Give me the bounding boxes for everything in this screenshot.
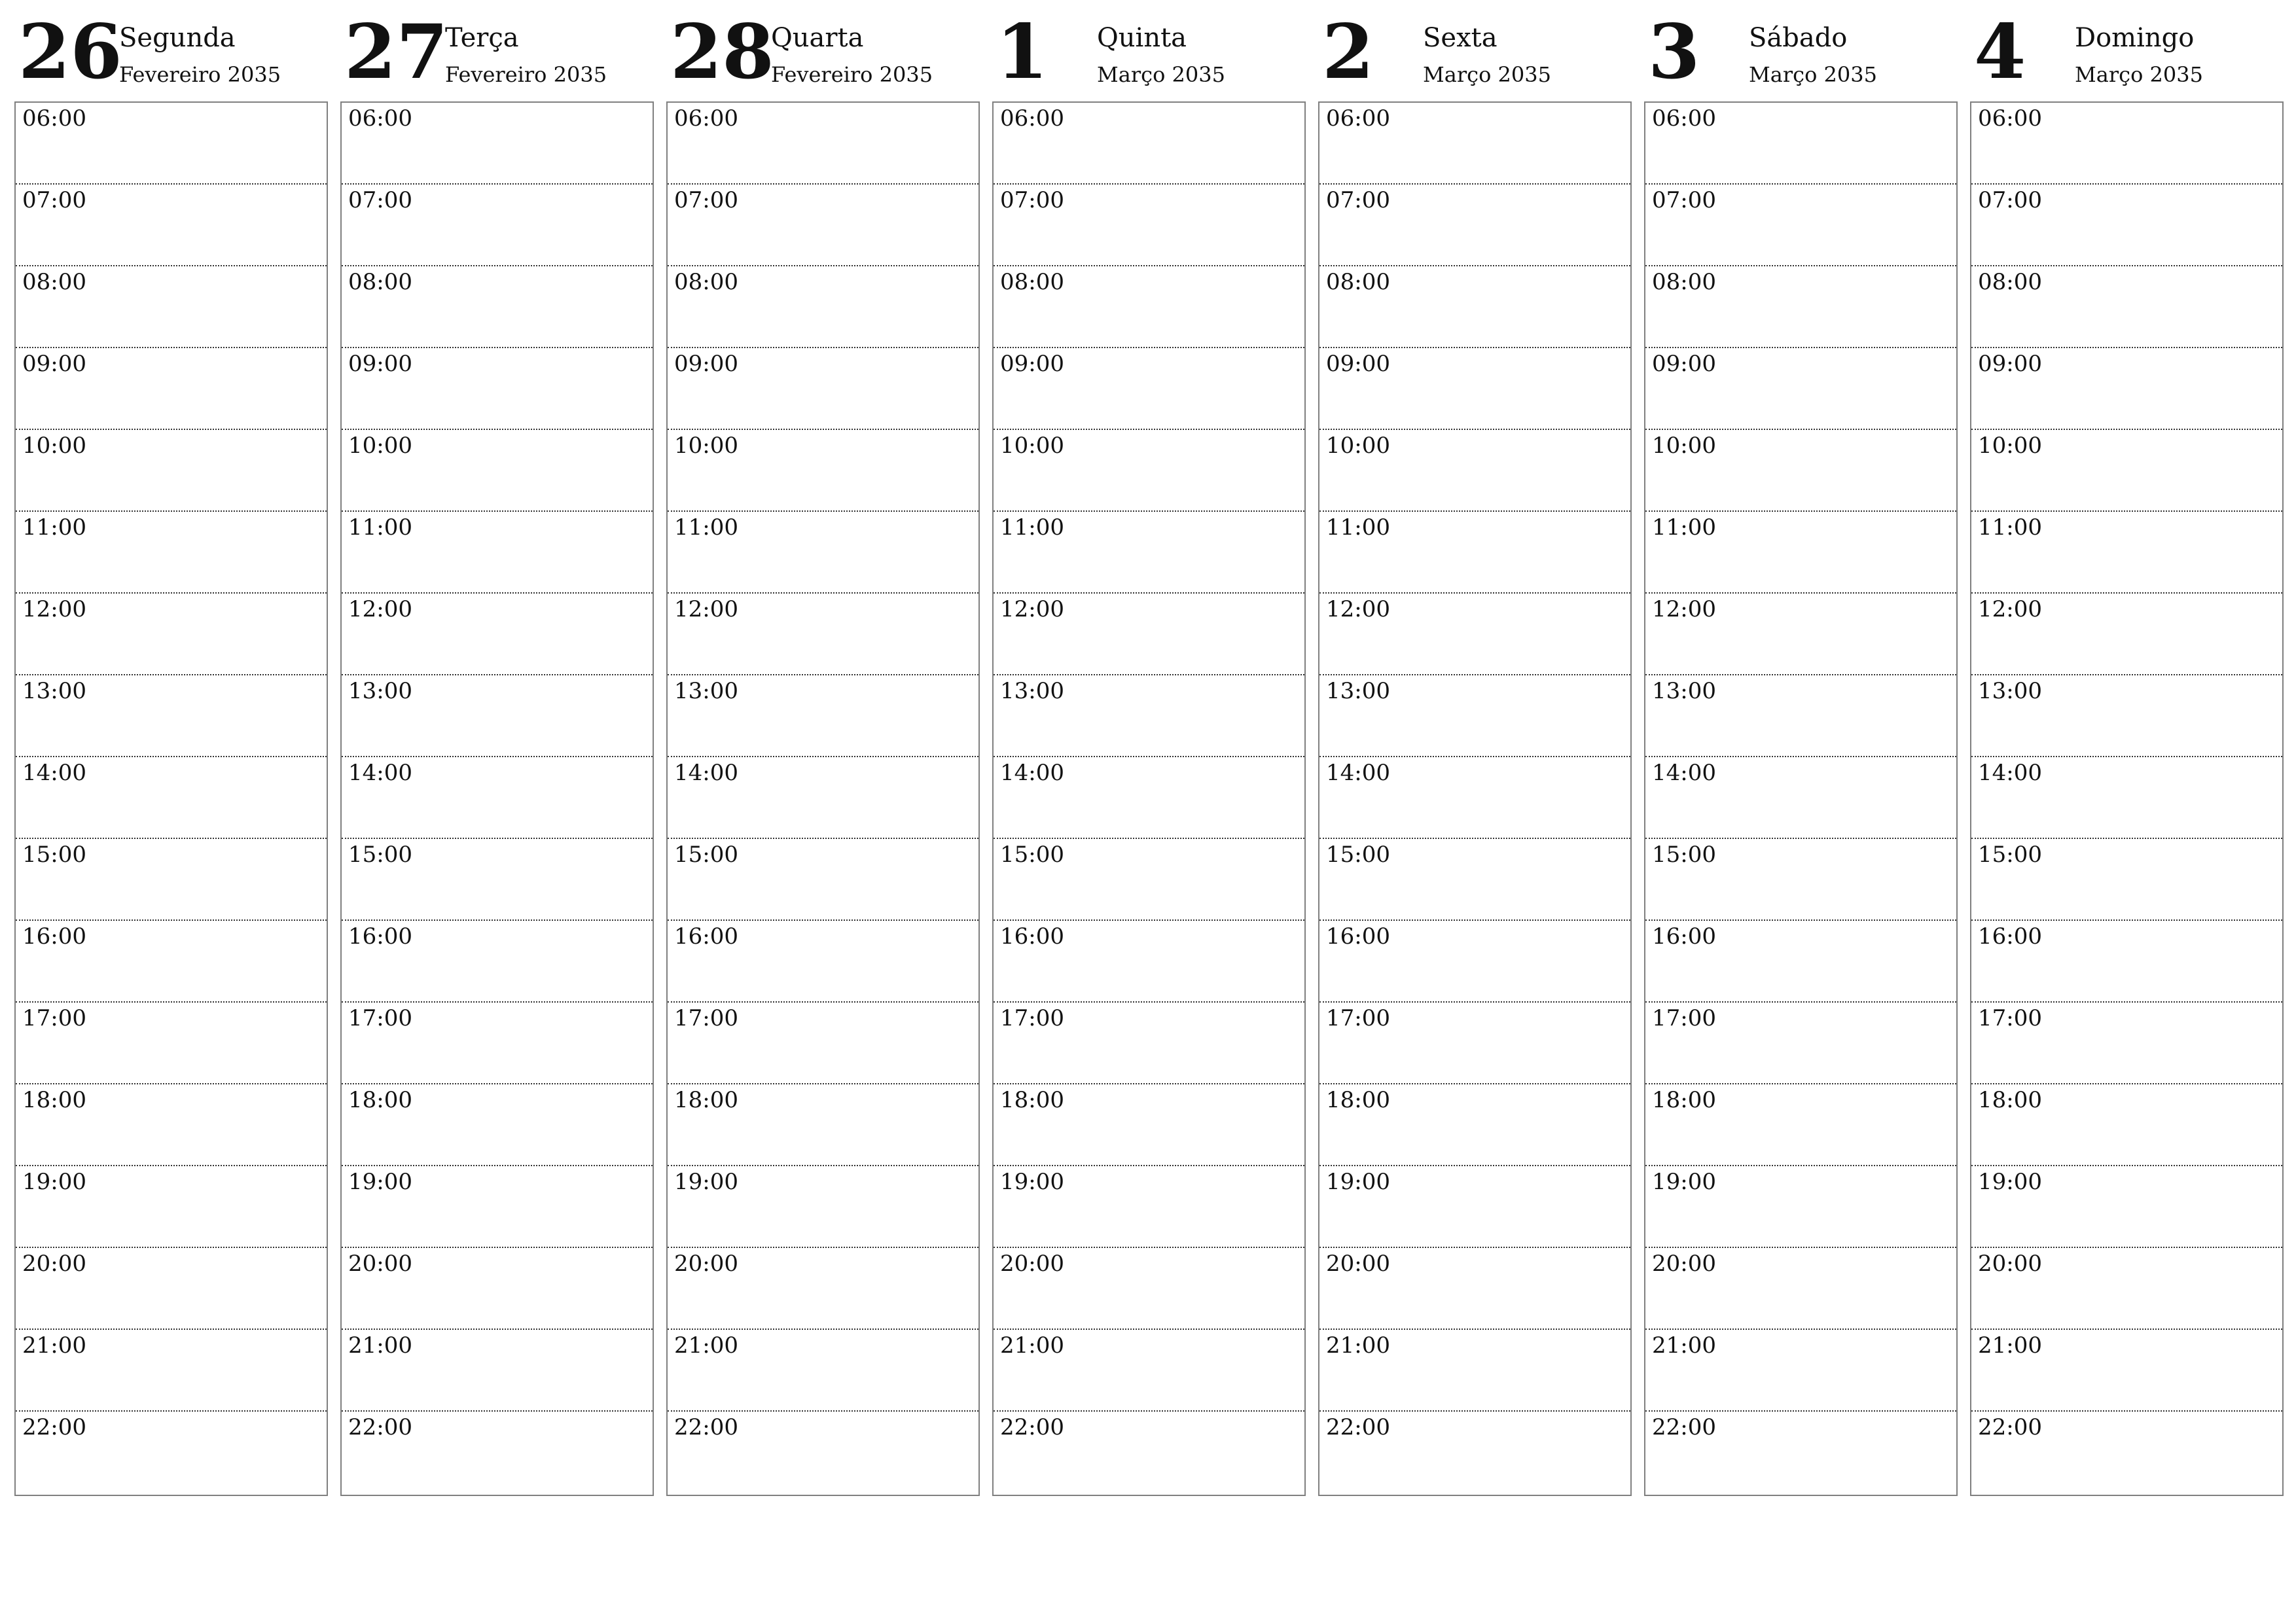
time-slot[interactable]	[1319, 594, 1630, 675]
time-slot-label: 09:00	[1326, 351, 1390, 377]
time-slot[interactable]	[1971, 430, 2282, 512]
time-slot-label: 17:00	[22, 1005, 86, 1031]
time-slot-label: 20:00	[674, 1251, 738, 1277]
time-slot[interactable]	[1645, 185, 1956, 266]
day-column	[992, 0, 1306, 1440]
time-slot-label: 11:00	[1000, 514, 1064, 541]
time-slot[interactable]	[1319, 1084, 1630, 1166]
time-slot[interactable]	[16, 512, 327, 594]
time-slot-label: 06:00	[1000, 105, 1064, 132]
time-slot-label: 17:00	[1326, 1005, 1390, 1031]
time-slot[interactable]	[1971, 1003, 2282, 1084]
time-slot[interactable]	[16, 1248, 327, 1330]
day-month: Março 2035	[1097, 62, 1225, 87]
time-slot-label: 14:00	[348, 760, 412, 786]
time-slot[interactable]	[1319, 103, 1630, 185]
time-slot[interactable]	[668, 1166, 978, 1248]
time-slot-label: 20:00	[1978, 1251, 2042, 1277]
time-slot[interactable]	[668, 512, 978, 594]
day-weekday: Quinta	[1097, 23, 1187, 53]
time-slot-label: 22:00	[1326, 1414, 1390, 1440]
time-slot[interactable]	[342, 185, 653, 266]
time-slot-label: 08:00	[1326, 269, 1390, 295]
time-slot[interactable]	[668, 675, 978, 757]
time-slot[interactable]	[668, 348, 978, 430]
day-header	[666, 0, 980, 101]
time-slot-label: 16:00	[1326, 923, 1390, 950]
day-weekday: Sábado	[1749, 23, 1848, 53]
day-column	[666, 0, 980, 1440]
time-slot-label: 07:00	[348, 187, 412, 213]
time-slot[interactable]	[1645, 103, 1956, 185]
time-slot-label: 06:00	[1652, 105, 1716, 132]
time-slot[interactable]	[342, 103, 653, 185]
time-slot-label: 13:00	[1978, 678, 2042, 704]
time-slot-label: 10:00	[1326, 433, 1390, 459]
time-slot-label: 19:00	[348, 1169, 412, 1195]
time-slot[interactable]	[16, 103, 327, 185]
day-weekday: Quarta	[771, 23, 864, 53]
time-slot[interactable]	[16, 1330, 327, 1412]
time-slot-label: 11:00	[1978, 514, 2042, 541]
time-slot-label: 12:00	[1000, 596, 1064, 622]
time-slot[interactable]	[1971, 1330, 2282, 1412]
time-slot[interactable]	[1319, 1330, 1630, 1412]
time-slot-label: 17:00	[348, 1005, 412, 1031]
time-slot[interactable]	[16, 594, 327, 675]
time-slot[interactable]	[1645, 512, 1956, 594]
time-slot-label: 16:00	[1652, 923, 1716, 950]
day-number: 4	[1974, 8, 2026, 96]
time-slot-label: 15:00	[22, 842, 86, 868]
time-slot-label: 12:00	[348, 596, 412, 622]
time-slot-label: 18:00	[348, 1087, 412, 1113]
time-slot-label: 08:00	[1000, 269, 1064, 295]
time-slot-label: 09:00	[1000, 351, 1064, 377]
time-slot[interactable]	[668, 1248, 978, 1330]
time-slot[interactable]	[16, 1166, 327, 1248]
time-slot-label: 09:00	[674, 351, 738, 377]
time-slot-label: 15:00	[348, 842, 412, 868]
time-slot[interactable]	[994, 1412, 1304, 1493]
time-slot-label: 20:00	[1326, 1251, 1390, 1277]
time-slot[interactable]	[16, 675, 327, 757]
time-slot[interactable]	[342, 675, 653, 757]
time-slot-label: 18:00	[1978, 1087, 2042, 1113]
time-slot-label: 13:00	[348, 678, 412, 704]
time-slot[interactable]	[342, 512, 653, 594]
time-slot[interactable]	[668, 1412, 978, 1493]
time-slot[interactable]	[16, 185, 327, 266]
time-slot[interactable]	[16, 1412, 327, 1493]
day-schedule-box	[666, 101, 980, 1496]
time-slot[interactable]	[994, 1166, 1304, 1248]
time-slot[interactable]	[668, 103, 978, 185]
time-slot-label: 13:00	[22, 678, 86, 704]
time-slot[interactable]	[668, 1330, 978, 1412]
time-slot[interactable]	[1971, 675, 2282, 757]
time-slot-label: 08:00	[1652, 269, 1716, 295]
time-slot[interactable]	[1319, 839, 1630, 921]
time-slot-label: 08:00	[22, 269, 86, 295]
time-slot-label: 10:00	[674, 433, 738, 459]
time-slot[interactable]	[1645, 1003, 1956, 1084]
time-slot-label: 22:00	[348, 1414, 412, 1440]
time-slot[interactable]	[994, 430, 1304, 512]
time-slot-label: 09:00	[1652, 351, 1716, 377]
time-slot-label: 06:00	[674, 105, 738, 132]
day-schedule-box	[1970, 101, 2284, 1496]
day-column	[1970, 0, 2284, 1440]
time-slot-label: 21:00	[1978, 1332, 2042, 1359]
time-slot[interactable]	[1319, 512, 1630, 594]
time-slot[interactable]	[994, 1003, 1304, 1084]
time-slot-label: 06:00	[1326, 105, 1390, 132]
time-slot-label: 11:00	[22, 514, 86, 541]
time-slot[interactable]	[1645, 594, 1956, 675]
time-slot-label: 08:00	[674, 269, 738, 295]
time-slot-label: 06:00	[348, 105, 412, 132]
time-slot[interactable]	[668, 430, 978, 512]
time-slot[interactable]	[994, 757, 1304, 839]
time-slot-label: 19:00	[22, 1169, 86, 1195]
time-slot-label: 15:00	[1000, 842, 1064, 868]
time-slot-label: 17:00	[674, 1005, 738, 1031]
day-number: 27	[344, 8, 448, 96]
day-header	[1970, 0, 2284, 101]
time-slot[interactable]	[1319, 675, 1630, 757]
time-slot[interactable]	[1645, 1330, 1956, 1412]
day-header	[1318, 0, 1632, 101]
time-slot-label: 16:00	[22, 923, 86, 950]
time-slot[interactable]	[1971, 1248, 2282, 1330]
time-slot-label: 06:00	[1978, 105, 2042, 132]
time-slot-label: 11:00	[348, 514, 412, 541]
time-slot-label: 07:00	[1000, 187, 1064, 213]
time-slot-label: 17:00	[1000, 1005, 1064, 1031]
time-slot-label: 15:00	[1652, 842, 1716, 868]
time-slot[interactable]	[668, 594, 978, 675]
time-slot[interactable]	[1319, 1248, 1630, 1330]
time-slot-label: 21:00	[1000, 1332, 1064, 1359]
time-slot[interactable]	[1971, 594, 2282, 675]
time-slot-label: 14:00	[22, 760, 86, 786]
time-slot[interactable]	[1971, 1166, 2282, 1248]
time-slot-label: 14:00	[674, 760, 738, 786]
time-slot[interactable]	[342, 266, 653, 348]
time-slot[interactable]	[994, 512, 1304, 594]
time-slot[interactable]	[16, 839, 327, 921]
time-slot-label: 20:00	[348, 1251, 412, 1277]
time-slot[interactable]	[342, 839, 653, 921]
time-slot-label: 21:00	[1326, 1332, 1390, 1359]
time-slot[interactable]	[1645, 757, 1956, 839]
time-slot-label: 07:00	[1326, 187, 1390, 213]
time-slot[interactable]	[1319, 921, 1630, 1003]
day-number: 3	[1648, 8, 1700, 96]
day-schedule-box	[1318, 101, 1632, 1496]
day-column	[340, 0, 654, 1440]
time-slot-label: 15:00	[1326, 842, 1390, 868]
time-slot[interactable]	[1645, 921, 1956, 1003]
day-number: 2	[1322, 8, 1374, 96]
time-slot[interactable]	[342, 1003, 653, 1084]
time-slot[interactable]	[994, 1248, 1304, 1330]
time-slot[interactable]	[1319, 1003, 1630, 1084]
time-slot[interactable]	[1971, 103, 2282, 185]
time-slot-label: 19:00	[1978, 1169, 2042, 1195]
time-slot[interactable]	[1971, 1412, 2282, 1493]
time-slot[interactable]	[668, 1003, 978, 1084]
time-slot-label: 14:00	[1978, 760, 2042, 786]
time-slot[interactable]	[1645, 348, 1956, 430]
time-slot-label: 19:00	[1326, 1169, 1390, 1195]
time-slot[interactable]	[16, 1084, 327, 1166]
time-slot[interactable]	[668, 839, 978, 921]
time-slot-label: 14:00	[1326, 760, 1390, 786]
day-month: Fevereiro 2035	[771, 62, 933, 87]
time-slot[interactable]	[1971, 512, 2282, 594]
time-slot-label: 20:00	[1652, 1251, 1716, 1277]
day-weekday: Domingo	[2075, 23, 2195, 53]
time-slot-label: 09:00	[1978, 351, 2042, 377]
time-slot-label: 21:00	[22, 1332, 86, 1359]
time-slot[interactable]	[16, 1003, 327, 1084]
day-column	[1644, 0, 1958, 1440]
time-slot-label: 07:00	[1652, 187, 1716, 213]
time-slot[interactable]	[668, 921, 978, 1003]
day-month: Fevereiro 2035	[445, 62, 607, 87]
time-slot[interactable]	[342, 1166, 653, 1248]
time-slot-label: 09:00	[22, 351, 86, 377]
time-slot[interactable]	[342, 430, 653, 512]
time-slot[interactable]	[1645, 1166, 1956, 1248]
time-slot-label: 11:00	[1326, 514, 1390, 541]
time-slot[interactable]	[668, 1084, 978, 1166]
time-slot-label: 15:00	[1978, 842, 2042, 868]
time-slot-label: 10:00	[1000, 433, 1064, 459]
time-slot[interactable]	[1645, 1248, 1956, 1330]
day-header	[340, 0, 654, 101]
time-slot-label: 22:00	[1652, 1414, 1716, 1440]
time-slot[interactable]	[342, 1330, 653, 1412]
time-slot-label: 18:00	[1326, 1087, 1390, 1113]
time-slot-label: 10:00	[348, 433, 412, 459]
time-slot[interactable]	[1319, 1412, 1630, 1493]
time-slot[interactable]	[16, 921, 327, 1003]
day-column	[1318, 0, 1632, 1440]
time-slot[interactable]	[1319, 1166, 1630, 1248]
time-slot-label: 20:00	[1000, 1251, 1064, 1277]
time-slot[interactable]	[1971, 348, 2282, 430]
time-slot-label: 14:00	[1000, 760, 1064, 786]
time-slot[interactable]	[1645, 675, 1956, 757]
time-slot-label: 19:00	[1652, 1169, 1716, 1195]
time-slot-label: 09:00	[348, 351, 412, 377]
day-month: Março 2035	[2075, 62, 2203, 87]
time-slot-label: 12:00	[1326, 596, 1390, 622]
time-slot-label: 07:00	[1978, 187, 2042, 213]
time-slot-label: 16:00	[348, 923, 412, 950]
time-slot-label: 22:00	[1978, 1414, 2042, 1440]
time-slot[interactable]	[1971, 921, 2282, 1003]
time-slot-label: 11:00	[1652, 514, 1716, 541]
time-slot-label: 12:00	[1978, 596, 2042, 622]
time-slot[interactable]	[342, 1248, 653, 1330]
day-month: Março 2035	[1423, 62, 1551, 87]
time-slot-label: 10:00	[22, 433, 86, 459]
time-slot[interactable]	[1971, 839, 2282, 921]
time-slot-label: 22:00	[674, 1414, 738, 1440]
time-slot[interactable]	[342, 594, 653, 675]
time-slot[interactable]	[1971, 185, 2282, 266]
time-slot[interactable]	[994, 185, 1304, 266]
time-slot-label: 19:00	[1000, 1169, 1064, 1195]
day-number: 28	[670, 8, 774, 96]
time-slot-label: 10:00	[1978, 433, 2042, 459]
day-schedule-box	[340, 101, 654, 1496]
time-slot-label: 21:00	[348, 1332, 412, 1359]
time-slot-label: 17:00	[1652, 1005, 1716, 1031]
day-schedule-box	[1644, 101, 1958, 1496]
day-weekday: Terça	[445, 23, 519, 53]
day-number: 26	[18, 8, 122, 96]
time-slot-label: 22:00	[1000, 1414, 1064, 1440]
day-schedule-box	[14, 101, 328, 1496]
time-slot[interactable]	[1319, 430, 1630, 512]
time-slot-label: 08:00	[348, 269, 412, 295]
time-slot[interactable]	[1645, 1412, 1956, 1493]
time-slot-label: 22:00	[22, 1414, 86, 1440]
time-slot-label: 20:00	[22, 1251, 86, 1277]
time-slot-label: 16:00	[674, 923, 738, 950]
time-slot-label: 17:00	[1978, 1005, 2042, 1031]
time-slot[interactable]	[668, 266, 978, 348]
time-slot-label: 13:00	[1326, 678, 1390, 704]
time-slot[interactable]	[1971, 1084, 2282, 1166]
time-slot-label: 15:00	[674, 842, 738, 868]
time-slot-label: 21:00	[674, 1332, 738, 1359]
day-header	[1644, 0, 1958, 101]
day-header	[14, 0, 328, 101]
day-number: 1	[996, 8, 1049, 96]
time-slot[interactable]	[668, 757, 978, 839]
time-slot-label: 13:00	[674, 678, 738, 704]
time-slot[interactable]	[994, 1330, 1304, 1412]
time-slot[interactable]	[1645, 1084, 1956, 1166]
time-slot-label: 12:00	[674, 596, 738, 622]
time-slot-label: 19:00	[674, 1169, 738, 1195]
time-slot[interactable]	[342, 348, 653, 430]
time-slot[interactable]	[994, 103, 1304, 185]
time-slot[interactable]	[994, 921, 1304, 1003]
time-slot-label: 10:00	[1652, 433, 1716, 459]
time-slot[interactable]	[1645, 266, 1956, 348]
time-slot[interactable]	[1971, 266, 2282, 348]
time-slot[interactable]	[342, 1084, 653, 1166]
time-slot-label: 07:00	[674, 187, 738, 213]
time-slot[interactable]	[994, 594, 1304, 675]
time-slot-label: 08:00	[1978, 269, 2042, 295]
time-slot[interactable]	[994, 839, 1304, 921]
time-slot-label: 18:00	[22, 1087, 86, 1113]
day-weekday: Sexta	[1423, 23, 1498, 53]
time-slot[interactable]	[16, 757, 327, 839]
time-slot[interactable]	[1319, 185, 1630, 266]
time-slot-label: 16:00	[1000, 923, 1064, 950]
time-slot[interactable]	[994, 266, 1304, 348]
time-slot-label: 18:00	[1000, 1087, 1064, 1113]
time-slot-label: 12:00	[1652, 596, 1716, 622]
time-slot-label: 21:00	[1652, 1332, 1716, 1359]
time-slot[interactable]	[342, 921, 653, 1003]
time-slot[interactable]	[1645, 430, 1956, 512]
time-slot[interactable]	[1645, 839, 1956, 921]
time-slot[interactable]	[16, 266, 327, 348]
day-month: Março 2035	[1749, 62, 1877, 87]
time-slot-label: 12:00	[22, 596, 86, 622]
day-header	[992, 0, 1306, 101]
time-slot-label: 13:00	[1652, 678, 1716, 704]
day-weekday: Segunda	[119, 23, 236, 53]
time-slot-label: 16:00	[1978, 923, 2042, 950]
day-month: Fevereiro 2035	[119, 62, 281, 87]
time-slot[interactable]	[994, 348, 1304, 430]
time-slot-label: 07:00	[22, 187, 86, 213]
time-slot-label: 18:00	[1652, 1087, 1716, 1113]
time-slot[interactable]	[1319, 757, 1630, 839]
time-slot-label: 18:00	[674, 1087, 738, 1113]
time-slot[interactable]	[994, 675, 1304, 757]
time-slot[interactable]	[342, 1412, 653, 1493]
day-schedule-box	[992, 101, 1306, 1496]
time-slot-label: 11:00	[674, 514, 738, 541]
time-slot[interactable]	[668, 185, 978, 266]
time-slot[interactable]	[1319, 348, 1630, 430]
time-slot[interactable]	[16, 348, 327, 430]
time-slot-label: 14:00	[1652, 760, 1716, 786]
day-column	[14, 0, 328, 1440]
time-slot[interactable]	[1319, 266, 1630, 348]
time-slot-label: 13:00	[1000, 678, 1064, 704]
time-slot-label: 06:00	[22, 105, 86, 132]
time-slot[interactable]	[1971, 757, 2282, 839]
time-slot[interactable]	[16, 430, 327, 512]
time-slot[interactable]	[342, 757, 653, 839]
time-slot[interactable]	[994, 1084, 1304, 1166]
